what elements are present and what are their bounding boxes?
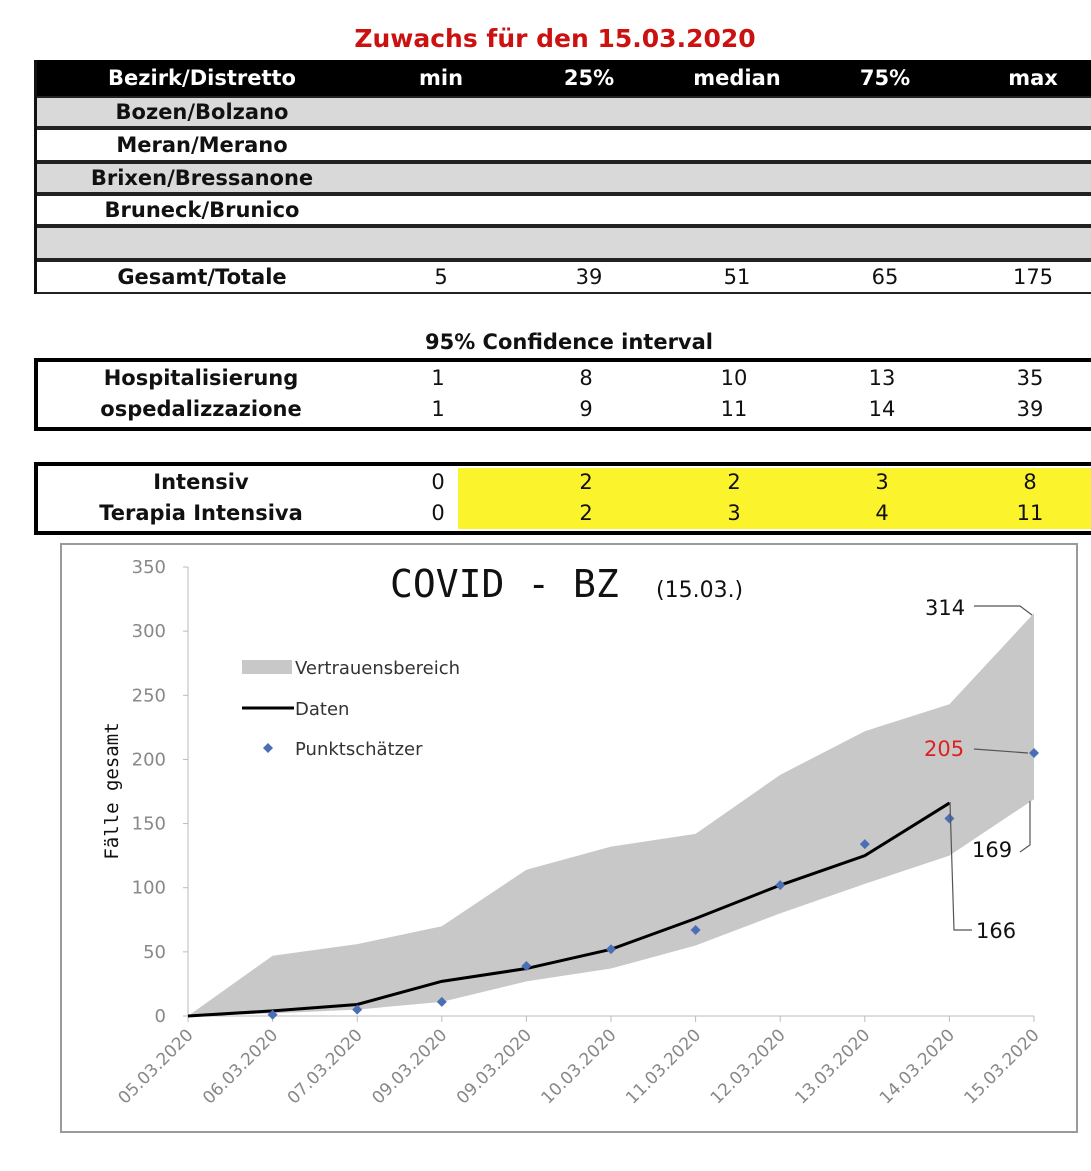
annotation-205: 205 xyxy=(924,737,965,761)
table-row xyxy=(37,128,1091,162)
annotation-leader xyxy=(1020,801,1030,852)
icu-row-1 xyxy=(38,466,1091,497)
x-tick-label: 06.03.2020 xyxy=(199,1025,283,1109)
icu-cell: 4 xyxy=(875,500,889,525)
icu-cell: 3 xyxy=(727,500,741,525)
chart-svg xyxy=(62,545,1076,1131)
x-tick-label: 11.03.2020 xyxy=(622,1025,706,1109)
district-name: Meran/Merano xyxy=(116,133,288,157)
hosp-label-de: Hospitalisierung xyxy=(103,365,299,390)
x-tick-label: 07.03.2020 xyxy=(283,1025,367,1109)
header-q75: 75% xyxy=(859,66,911,90)
annotation-leader xyxy=(974,606,1032,615)
x-tick-label: 10.03.2020 xyxy=(537,1025,621,1109)
table-row xyxy=(37,162,1091,194)
hosp-cell: 1 xyxy=(431,365,445,390)
table-row xyxy=(37,96,1091,128)
y-axis-label: Fälle gesamt xyxy=(101,722,123,860)
legend-label: Punktschätzer xyxy=(295,739,423,760)
hosp-cell: 8 xyxy=(579,365,593,390)
district-name: Bruneck/Brunico xyxy=(104,198,300,222)
table-cell: 39 xyxy=(575,265,603,289)
district-name: Gesamt/Totale xyxy=(117,265,287,289)
header-median: median xyxy=(693,66,781,90)
table-cell: 175 xyxy=(1012,265,1054,289)
page-title: Zuwachs für den 15.03.2020 xyxy=(354,24,756,53)
icu-box xyxy=(34,462,1091,535)
hosp-cell: 39 xyxy=(1016,396,1044,421)
hosp-cell: 35 xyxy=(1016,365,1044,390)
icu-cell: 11 xyxy=(1016,500,1044,525)
icu-cell: 0 xyxy=(431,469,445,494)
y-tick-label: 300 xyxy=(131,621,166,643)
chart-title-suffix: (15.03.) xyxy=(656,578,744,603)
header-max: max xyxy=(1008,66,1058,90)
table-row xyxy=(37,226,1091,260)
icu-label-it: Terapia Intensiva xyxy=(99,500,303,525)
x-tick-label: 14.03.2020 xyxy=(875,1025,959,1109)
table-cell: 65 xyxy=(871,265,899,289)
district-table xyxy=(34,60,1091,294)
x-tick-label: 15.03.2020 xyxy=(960,1025,1044,1109)
icu-cell: 8 xyxy=(1023,469,1037,494)
x-tick-label: 13.03.2020 xyxy=(791,1025,875,1109)
y-tick-label: 200 xyxy=(131,749,166,771)
hosp-cell: 11 xyxy=(720,396,748,421)
icu-cell: 3 xyxy=(875,469,889,494)
icu-cell: 2 xyxy=(579,500,593,525)
y-tick-label: 150 xyxy=(131,813,166,835)
x-tick-label: 12.03.2020 xyxy=(706,1025,790,1109)
y-tick-label: 0 xyxy=(154,1006,166,1027)
icu-label-de: Intensiv xyxy=(153,469,249,494)
table-header xyxy=(37,60,1091,96)
hosp-row-2 xyxy=(38,393,1091,424)
hospitalisation-box xyxy=(34,358,1091,431)
header-min: min xyxy=(418,66,464,90)
annotation-169: 169 xyxy=(972,838,1013,862)
x-tick-label: 05.03.2020 xyxy=(114,1025,198,1109)
annotation-314: 314 xyxy=(925,596,966,620)
chart-title: COVID - BZ xyxy=(390,562,619,606)
hosp-row-1 xyxy=(38,362,1091,393)
district-name: Bozen/Bolzano xyxy=(115,100,289,124)
header-q25: 25% xyxy=(563,66,615,90)
x-tick-label: 09.03.2020 xyxy=(368,1025,452,1109)
table-cell: 51 xyxy=(723,265,751,289)
icu-cell: 2 xyxy=(579,469,593,494)
table-cell: 5 xyxy=(434,265,448,289)
hosp-cell: 14 xyxy=(868,396,896,421)
y-tick-label: 50 xyxy=(143,941,166,963)
y-tick-label: 350 xyxy=(131,557,166,578)
y-tick-label: 100 xyxy=(131,877,166,899)
hosp-cell: 10 xyxy=(720,365,748,390)
district-name: Brixen/Bressanone xyxy=(90,166,314,190)
hosp-label-it: ospedalizzazione xyxy=(100,396,302,421)
legend-label: Daten xyxy=(295,699,350,720)
covid-chart xyxy=(60,543,1078,1133)
table-row xyxy=(37,260,1091,294)
legend-label: Vertrauensbereich xyxy=(295,658,461,679)
annotation-166: 166 xyxy=(976,919,1017,943)
x-tick-label: 09.03.2020 xyxy=(452,1025,536,1109)
header-district: Bezirk/Distretto xyxy=(108,66,296,90)
icu-cell: 2 xyxy=(727,469,741,494)
y-tick-label: 250 xyxy=(131,685,166,707)
hosp-cell: 9 xyxy=(579,396,593,421)
legend-swatch-point xyxy=(263,743,273,753)
ci-title: 95% Confidence interval xyxy=(424,330,713,354)
icu-cell: 0 xyxy=(431,500,445,525)
hosp-cell: 1 xyxy=(431,396,445,421)
legend-swatch-band xyxy=(242,660,292,674)
hosp-cell: 13 xyxy=(868,365,896,390)
icu-row-2 xyxy=(38,497,1091,528)
table-row xyxy=(37,194,1091,226)
